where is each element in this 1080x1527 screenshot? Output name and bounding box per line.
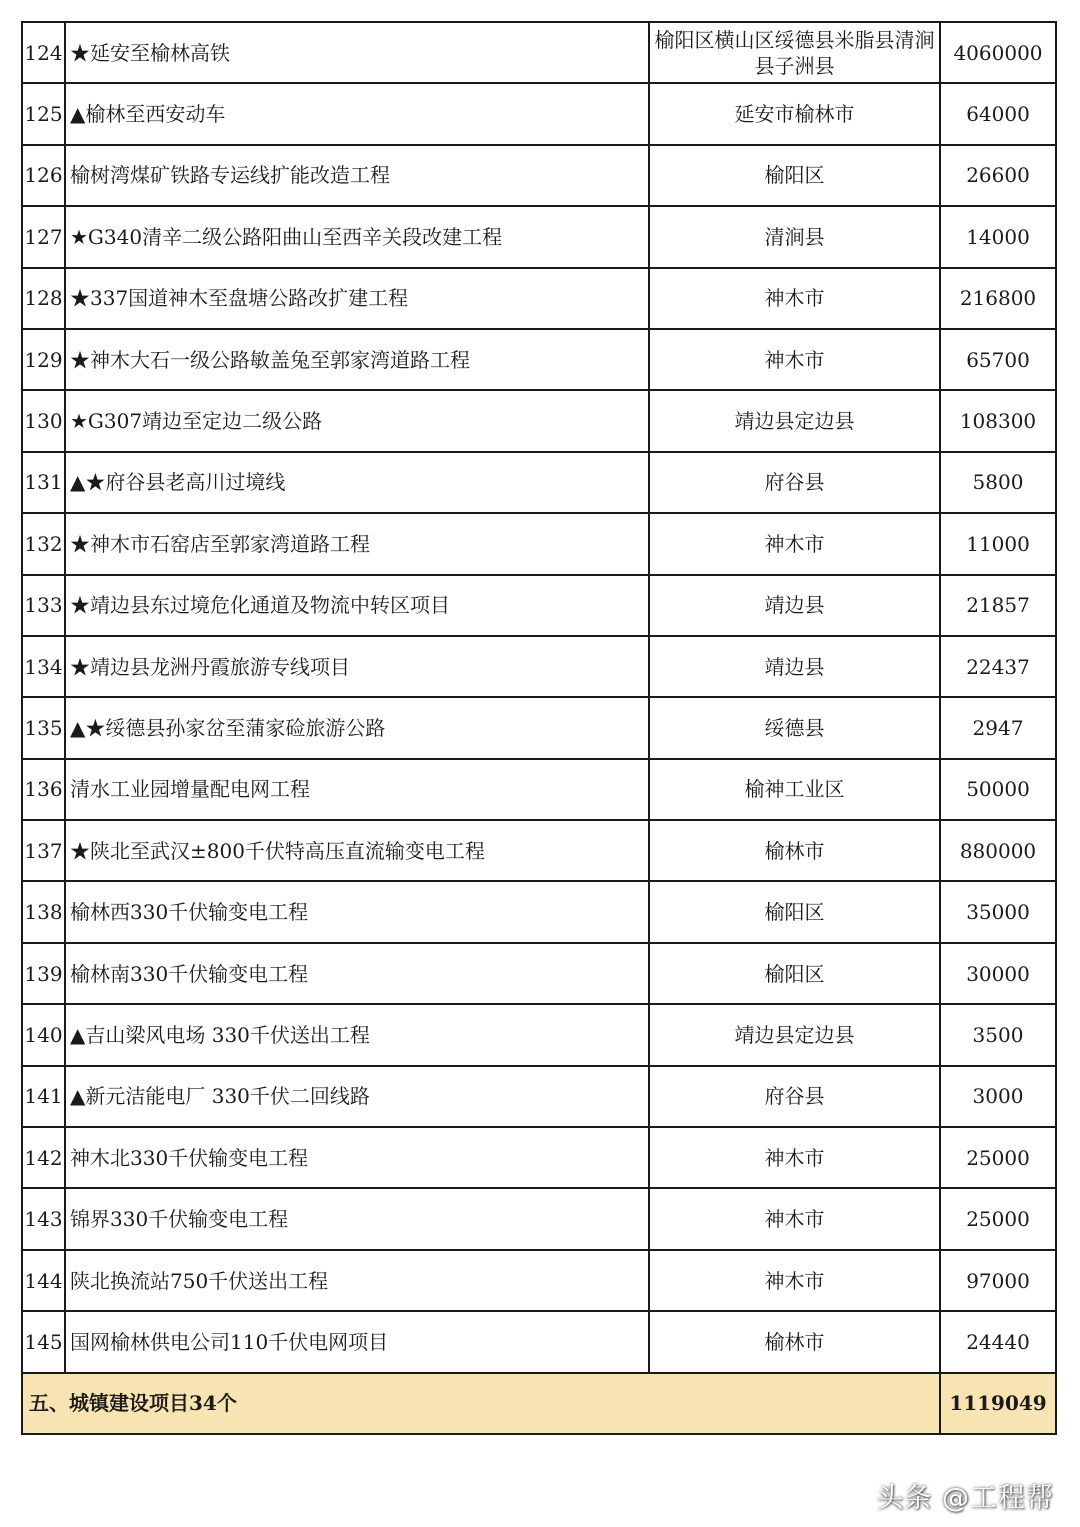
project-amount: 108300 xyxy=(940,390,1056,451)
project-location: 榆神工业区 xyxy=(649,759,940,820)
table-row xyxy=(22,1311,1056,1372)
project-name: ★G307靖边至定边二级公路 xyxy=(65,390,649,451)
summary-label: 五、城镇建设项目34个 xyxy=(22,1373,940,1434)
row-number: 138 xyxy=(22,881,65,942)
project-location: 府谷县 xyxy=(649,452,940,513)
project-location: 榆阳区 xyxy=(649,881,940,942)
project-name: 榆树湾煤矿铁路专运线扩能改造工程 xyxy=(65,145,649,206)
project-amount: 22437 xyxy=(940,636,1056,697)
table-row xyxy=(22,329,1056,390)
row-number: 124 xyxy=(22,22,65,83)
project-amount: 3500 xyxy=(940,1004,1056,1065)
project-table xyxy=(21,21,1057,1435)
table-row xyxy=(22,145,1056,206)
project-amount: 30000 xyxy=(940,943,1056,1004)
row-number: 142 xyxy=(22,1127,65,1188)
table-row xyxy=(22,820,1056,881)
project-location: 延安市榆林市 xyxy=(649,83,940,144)
project-amount: 25000 xyxy=(940,1127,1056,1188)
project-amount: 24440 xyxy=(940,1311,1056,1372)
project-name: 神木北330千伏输变电工程 xyxy=(65,1127,649,1188)
project-name: 陕北换流站750千伏送出工程 xyxy=(65,1250,649,1311)
row-number: 136 xyxy=(22,759,65,820)
project-amount: 4060000 xyxy=(940,22,1056,83)
project-amount: 5800 xyxy=(940,452,1056,513)
project-name: ▲吉山梁风电场 330千伏送出工程 xyxy=(65,1004,649,1065)
project-location: 榆阳区 xyxy=(649,145,940,206)
table-row xyxy=(22,575,1056,636)
row-number: 126 xyxy=(22,145,65,206)
row-number: 134 xyxy=(22,636,65,697)
project-location: 绥德县 xyxy=(649,697,940,758)
table-row xyxy=(22,390,1056,451)
project-amount: 14000 xyxy=(940,206,1056,267)
table-row xyxy=(22,1127,1056,1188)
project-name: ★靖边县东过境危化通道及物流中转区项目 xyxy=(65,575,649,636)
project-amount: 25000 xyxy=(940,1188,1056,1249)
project-table-body xyxy=(22,22,1056,1434)
project-location: 神木市 xyxy=(649,1188,940,1249)
table-row xyxy=(22,881,1056,942)
project-name: ★延安至榆林高铁 xyxy=(65,22,649,83)
project-name: ★陕北至武汉±800千伏特高压直流输变电工程 xyxy=(65,820,649,881)
project-amount: 64000 xyxy=(940,83,1056,144)
project-amount: 880000 xyxy=(940,820,1056,881)
summary-row xyxy=(22,1373,1056,1434)
project-location: 清涧县 xyxy=(649,206,940,267)
project-location: 府谷县 xyxy=(649,1066,940,1127)
table-row xyxy=(22,22,1056,83)
project-amount: 65700 xyxy=(940,329,1056,390)
row-number: 132 xyxy=(22,513,65,574)
project-name: ★G340清辛二级公路阳曲山至西辛关段改建工程 xyxy=(65,206,649,267)
project-amount: 11000 xyxy=(940,513,1056,574)
table-row xyxy=(22,206,1056,267)
table-row xyxy=(22,697,1056,758)
project-location: 靖边县定边县 xyxy=(649,1004,940,1065)
project-name: ▲★绥德县孙家岔至蒲家硷旅游公路 xyxy=(65,697,649,758)
row-number: 129 xyxy=(22,329,65,390)
project-location: 神木市 xyxy=(649,1127,940,1188)
row-number: 141 xyxy=(22,1066,65,1127)
table-row xyxy=(22,1188,1056,1249)
project-location: 神木市 xyxy=(649,1250,940,1311)
table-row xyxy=(22,759,1056,820)
project-amount: 35000 xyxy=(940,881,1056,942)
row-number: 130 xyxy=(22,390,65,451)
project-location: 神木市 xyxy=(649,268,940,329)
row-number: 135 xyxy=(22,697,65,758)
row-number: 133 xyxy=(22,575,65,636)
project-amount: 97000 xyxy=(940,1250,1056,1311)
project-location: 榆林市 xyxy=(649,1311,940,1372)
table-row xyxy=(22,513,1056,574)
project-location: 靖边县定边县 xyxy=(649,390,940,451)
project-name: ▲新元洁能电厂 330千伏二回线路 xyxy=(65,1066,649,1127)
project-location: 榆阳区 xyxy=(649,943,940,1004)
project-name: 锦界330千伏输变电工程 xyxy=(65,1188,649,1249)
project-name: ▲榆林至西安动车 xyxy=(65,83,649,144)
table-row xyxy=(22,83,1056,144)
project-amount: 26600 xyxy=(940,145,1056,206)
project-amount: 2947 xyxy=(940,697,1056,758)
row-number: 131 xyxy=(22,452,65,513)
project-amount: 3000 xyxy=(940,1066,1056,1127)
project-name: 国网榆林供电公司110千伏电网项目 xyxy=(65,1311,649,1372)
row-number: 143 xyxy=(22,1188,65,1249)
project-name: ★靖边县龙洲丹霞旅游专线项目 xyxy=(65,636,649,697)
project-location: 神木市 xyxy=(649,513,940,574)
project-name: ★337国道神木至盘塘公路改扩建工程 xyxy=(65,268,649,329)
project-name: ★神木市石窑店至郭家湾道路工程 xyxy=(65,513,649,574)
project-name: 榆林西330千伏输变电工程 xyxy=(65,881,649,942)
row-number: 137 xyxy=(22,820,65,881)
project-name: ★神木大石一级公路敏盖兔至郭家湾道路工程 xyxy=(65,329,649,390)
row-number: 125 xyxy=(22,83,65,144)
row-number: 127 xyxy=(22,206,65,267)
table-row xyxy=(22,1066,1056,1127)
project-location: 靖边县 xyxy=(649,636,940,697)
project-amount: 50000 xyxy=(940,759,1056,820)
row-number: 128 xyxy=(22,268,65,329)
row-number: 140 xyxy=(22,1004,65,1065)
project-name: ▲★府谷县老高川过境线 xyxy=(65,452,649,513)
watermark-text: 头条 @工程帮 xyxy=(876,1483,1054,1514)
table-row xyxy=(22,1004,1056,1065)
row-number: 145 xyxy=(22,1311,65,1372)
table-row xyxy=(22,943,1056,1004)
project-name: 清水工业园增量配电网工程 xyxy=(65,759,649,820)
project-location: 榆林市 xyxy=(649,820,940,881)
summary-amount: 1119049 xyxy=(940,1373,1056,1434)
table-row xyxy=(22,452,1056,513)
table-row xyxy=(22,636,1056,697)
project-amount: 21857 xyxy=(940,575,1056,636)
row-number: 144 xyxy=(22,1250,65,1311)
project-name: 榆林南330千伏输变电工程 xyxy=(65,943,649,1004)
project-location: 靖边县 xyxy=(649,575,940,636)
project-location: 神木市 xyxy=(649,329,940,390)
row-number: 139 xyxy=(22,943,65,1004)
project-amount: 216800 xyxy=(940,268,1056,329)
project-location: 榆阳区横山区绥德县米脂县清涧县子洲县 xyxy=(649,22,940,83)
table-row xyxy=(22,268,1056,329)
table-row xyxy=(22,1250,1056,1311)
